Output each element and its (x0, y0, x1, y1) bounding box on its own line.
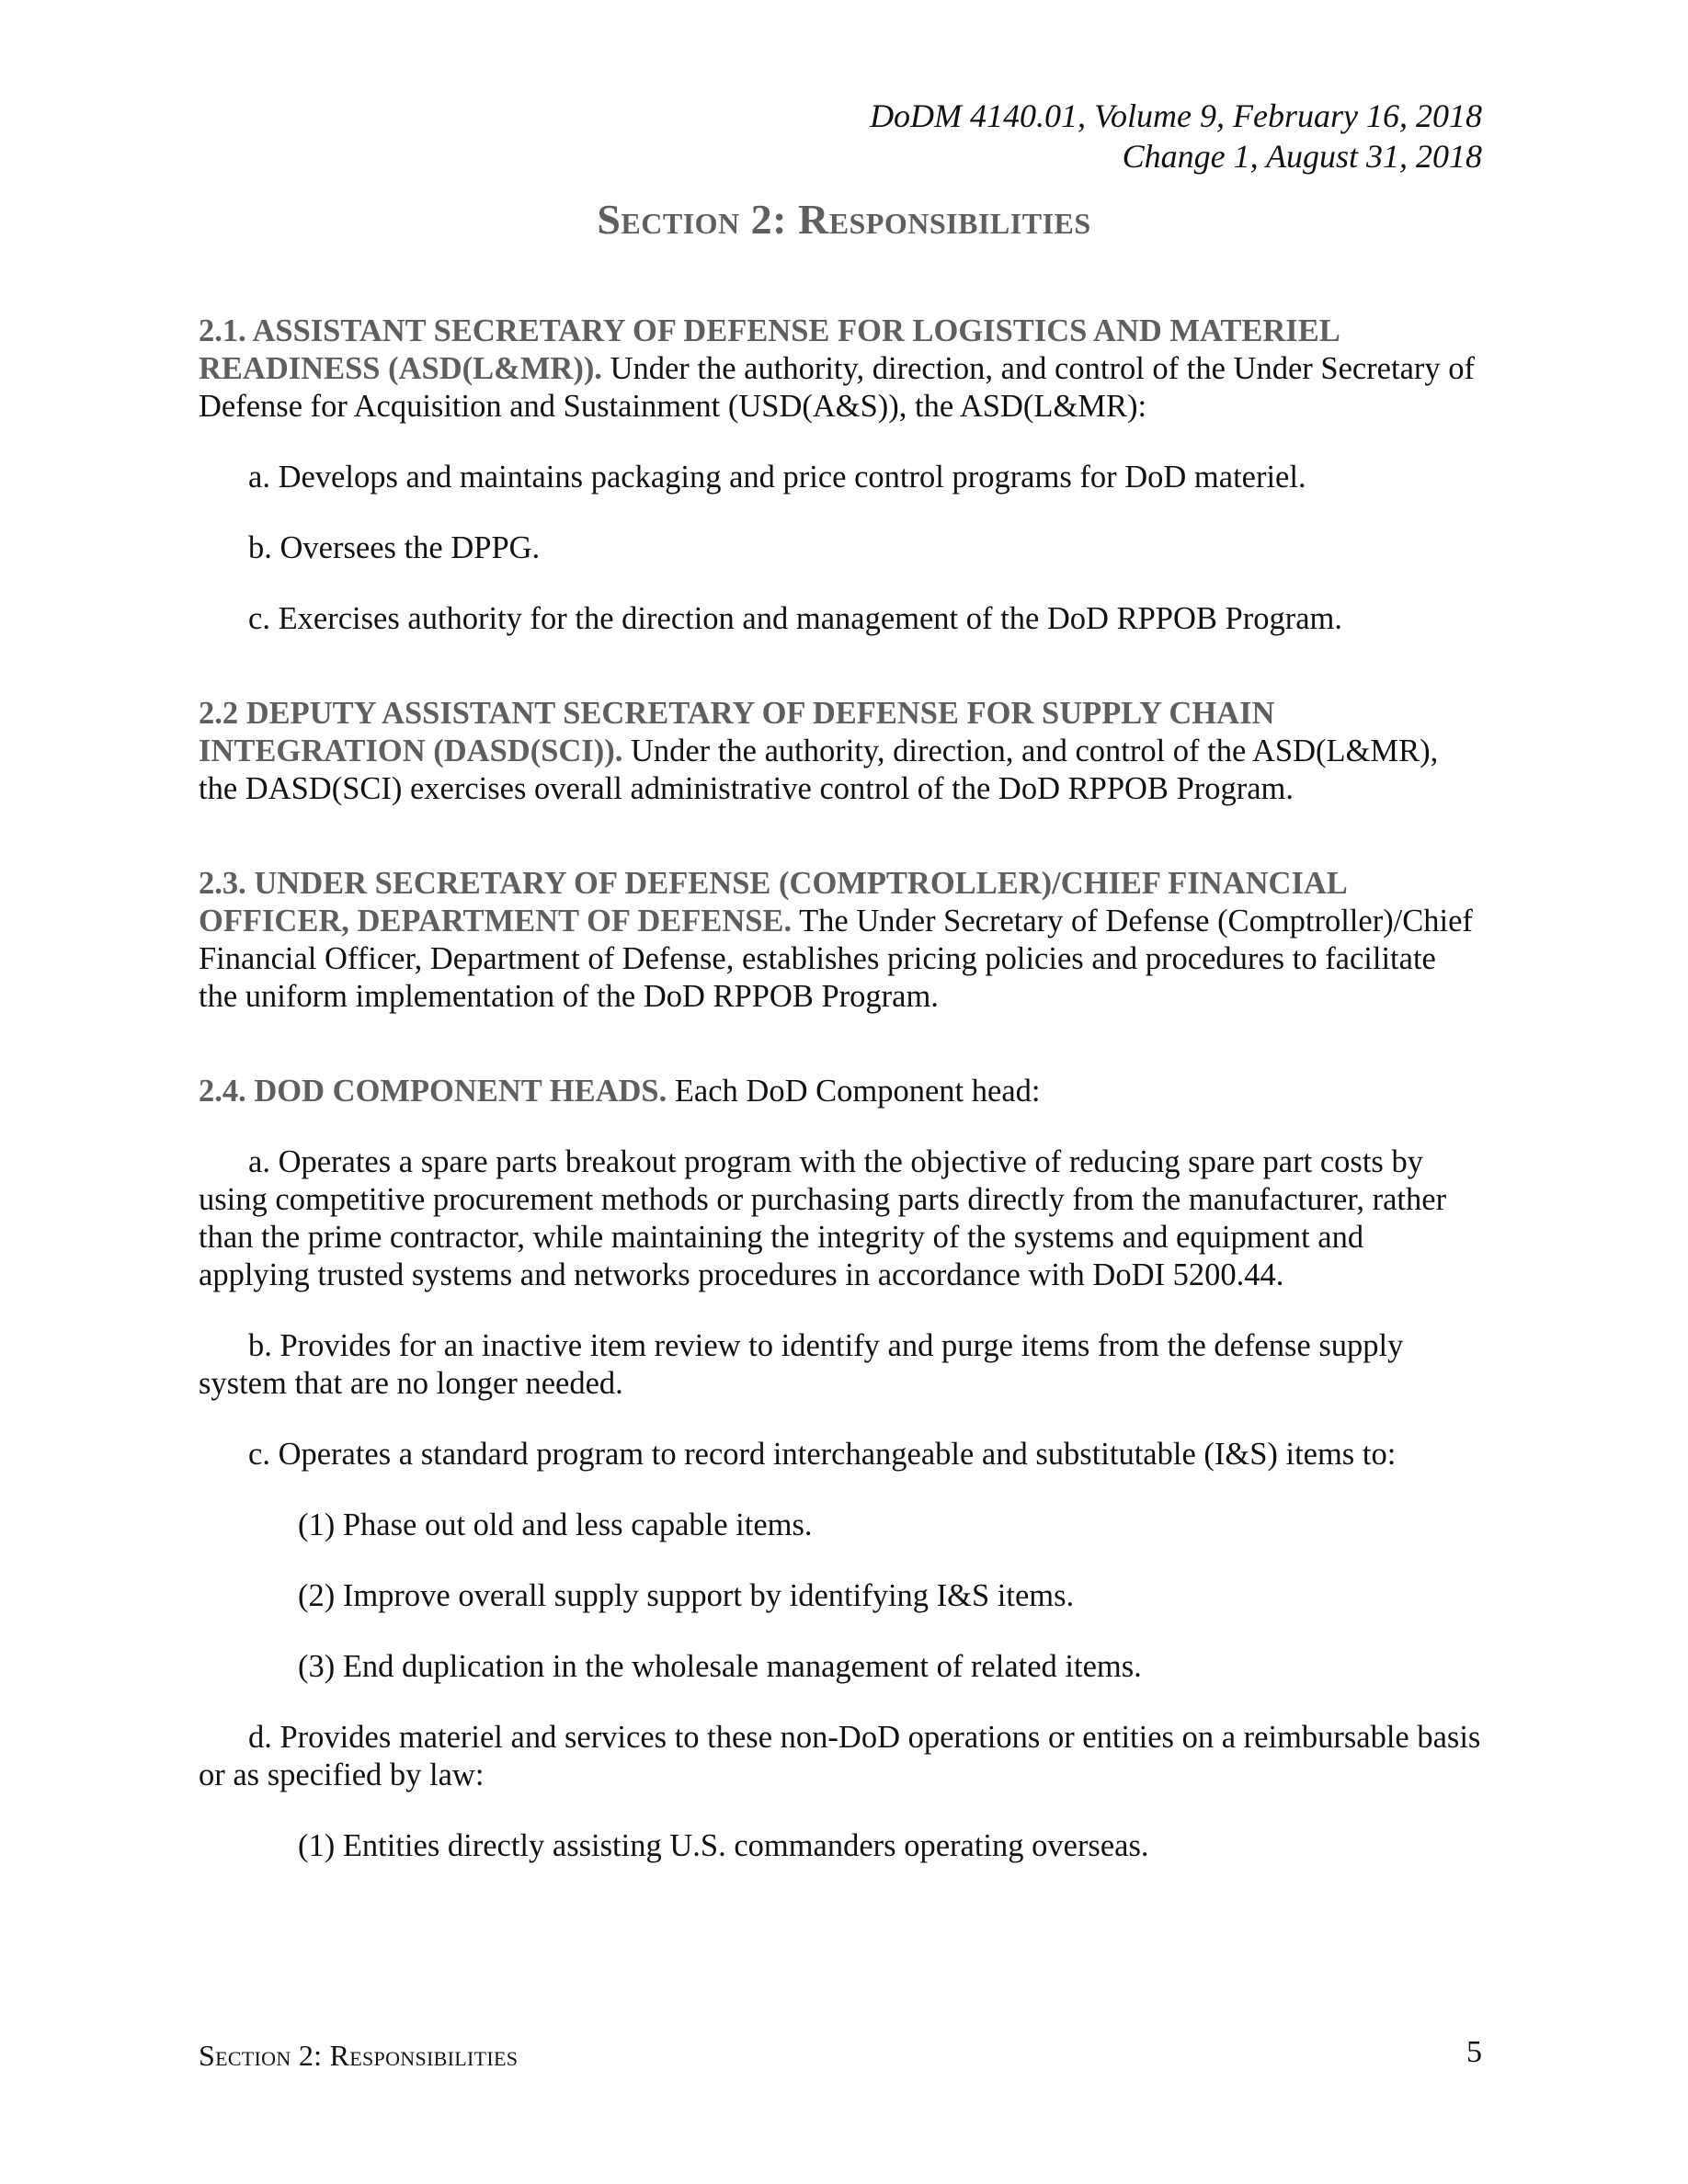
list-item: b. Provides for an inactive item review to identify and purge items from the defense supply system that are no longer needed. (199, 1328, 1404, 1401)
list-item: a. Develops and maintains packaging and price control programs for DoD materiel. (248, 460, 1306, 495)
section-2-2 (199, 695, 1482, 808)
list-item: a. Operates a spare parts breakout program with the objective of reducing spare part costs by using competitive procurement methods or purchasing parts directly from the manufacturer, rather than the prime contractor, while maintaining the integrity of the systems and equipment and applying trusted systems and networks procedures in accordance with DoDI 5200.44. (199, 1144, 1447, 1292)
section-text: Under the authority, direction, and control of the ASD(L&MR), the DASD(SCI) exercises overall administrative control of the DoD RPPOB Program. (199, 734, 1439, 806)
sub-list-item: (1) Entities directly assisting U.S. commanders operating overseas. (298, 1828, 1149, 1863)
list-item: c. Exercises authority for the direction and management of the DoD RPPOB Program. (248, 601, 1342, 636)
document-body (199, 313, 1482, 1898)
page-number: 5 (1466, 2035, 1482, 2069)
section-heading: 2.4. DOD COMPONENT HEADS. (199, 1074, 667, 1109)
section-heading: 2.3. UNDER SECRETARY OF DEFENSE (COMPTROLLER)/CHIEF FINANCIAL OFFICER, DEPARTMENT OF DEFENSE. (199, 866, 1346, 938)
section-title: Section 2: Responsibilities (597, 196, 1091, 243)
section-text: The Under Secretary of Defense (Comptroller)/Chief Financial Officer, Department of Defense, establishes pricing policies and procedures to facilitate the uniform implementation of the DoD RPPOB Program. (199, 904, 1473, 1014)
header-line-1: DoDM 4140.01, Volume 9, February 16, 2018 (870, 97, 1482, 134)
section-2-4 (199, 1073, 1482, 1110)
sub-list-item: (3) End duplication in the wholesale management of related items. (298, 1649, 1142, 1684)
section-2-3 (199, 865, 1482, 1016)
list-item: c. Operates a standard program to record interchangeable and substitutable (I&S) items to: (248, 1437, 1397, 1472)
footer-section-label: Section 2: Responsibilities (199, 2039, 519, 2072)
header-line-2: Change 1, August 31, 2018 (1122, 138, 1482, 175)
section-2-1 (199, 313, 1482, 426)
sub-list-item: (1) Phase out old and less capable items. (298, 1507, 813, 1542)
document-header (870, 96, 1482, 176)
list-item: d. Provides materiel and services to these non-DoD operations or entities on a reimbursable basis or as specified by law: (199, 1720, 1481, 1792)
section-text: Under the authority, direction, and control of the Under Secretary of Defense for Acquisition and Sustainment (USD(A&S)), the ASD(L&MR): (199, 351, 1475, 424)
sub-list-item: (2) Improve overall supply support by identifying I&S items. (298, 1578, 1075, 1613)
section-text: Each DoD Component head: (667, 1074, 1041, 1109)
section-heading: 2.2 DEPUTY ASSISTANT SECRETARY OF DEFENSE FOR SUPPLY CHAIN INTEGRATION (DASD(SCI)). (199, 696, 1275, 768)
section-heading: 2.1. ASSISTANT SECRETARY OF DEFENSE FOR LOGISTICS AND MATERIEL READINESS (ASD(L&MR)). (199, 313, 1339, 386)
list-item: b. Oversees the DPPG. (248, 530, 541, 565)
